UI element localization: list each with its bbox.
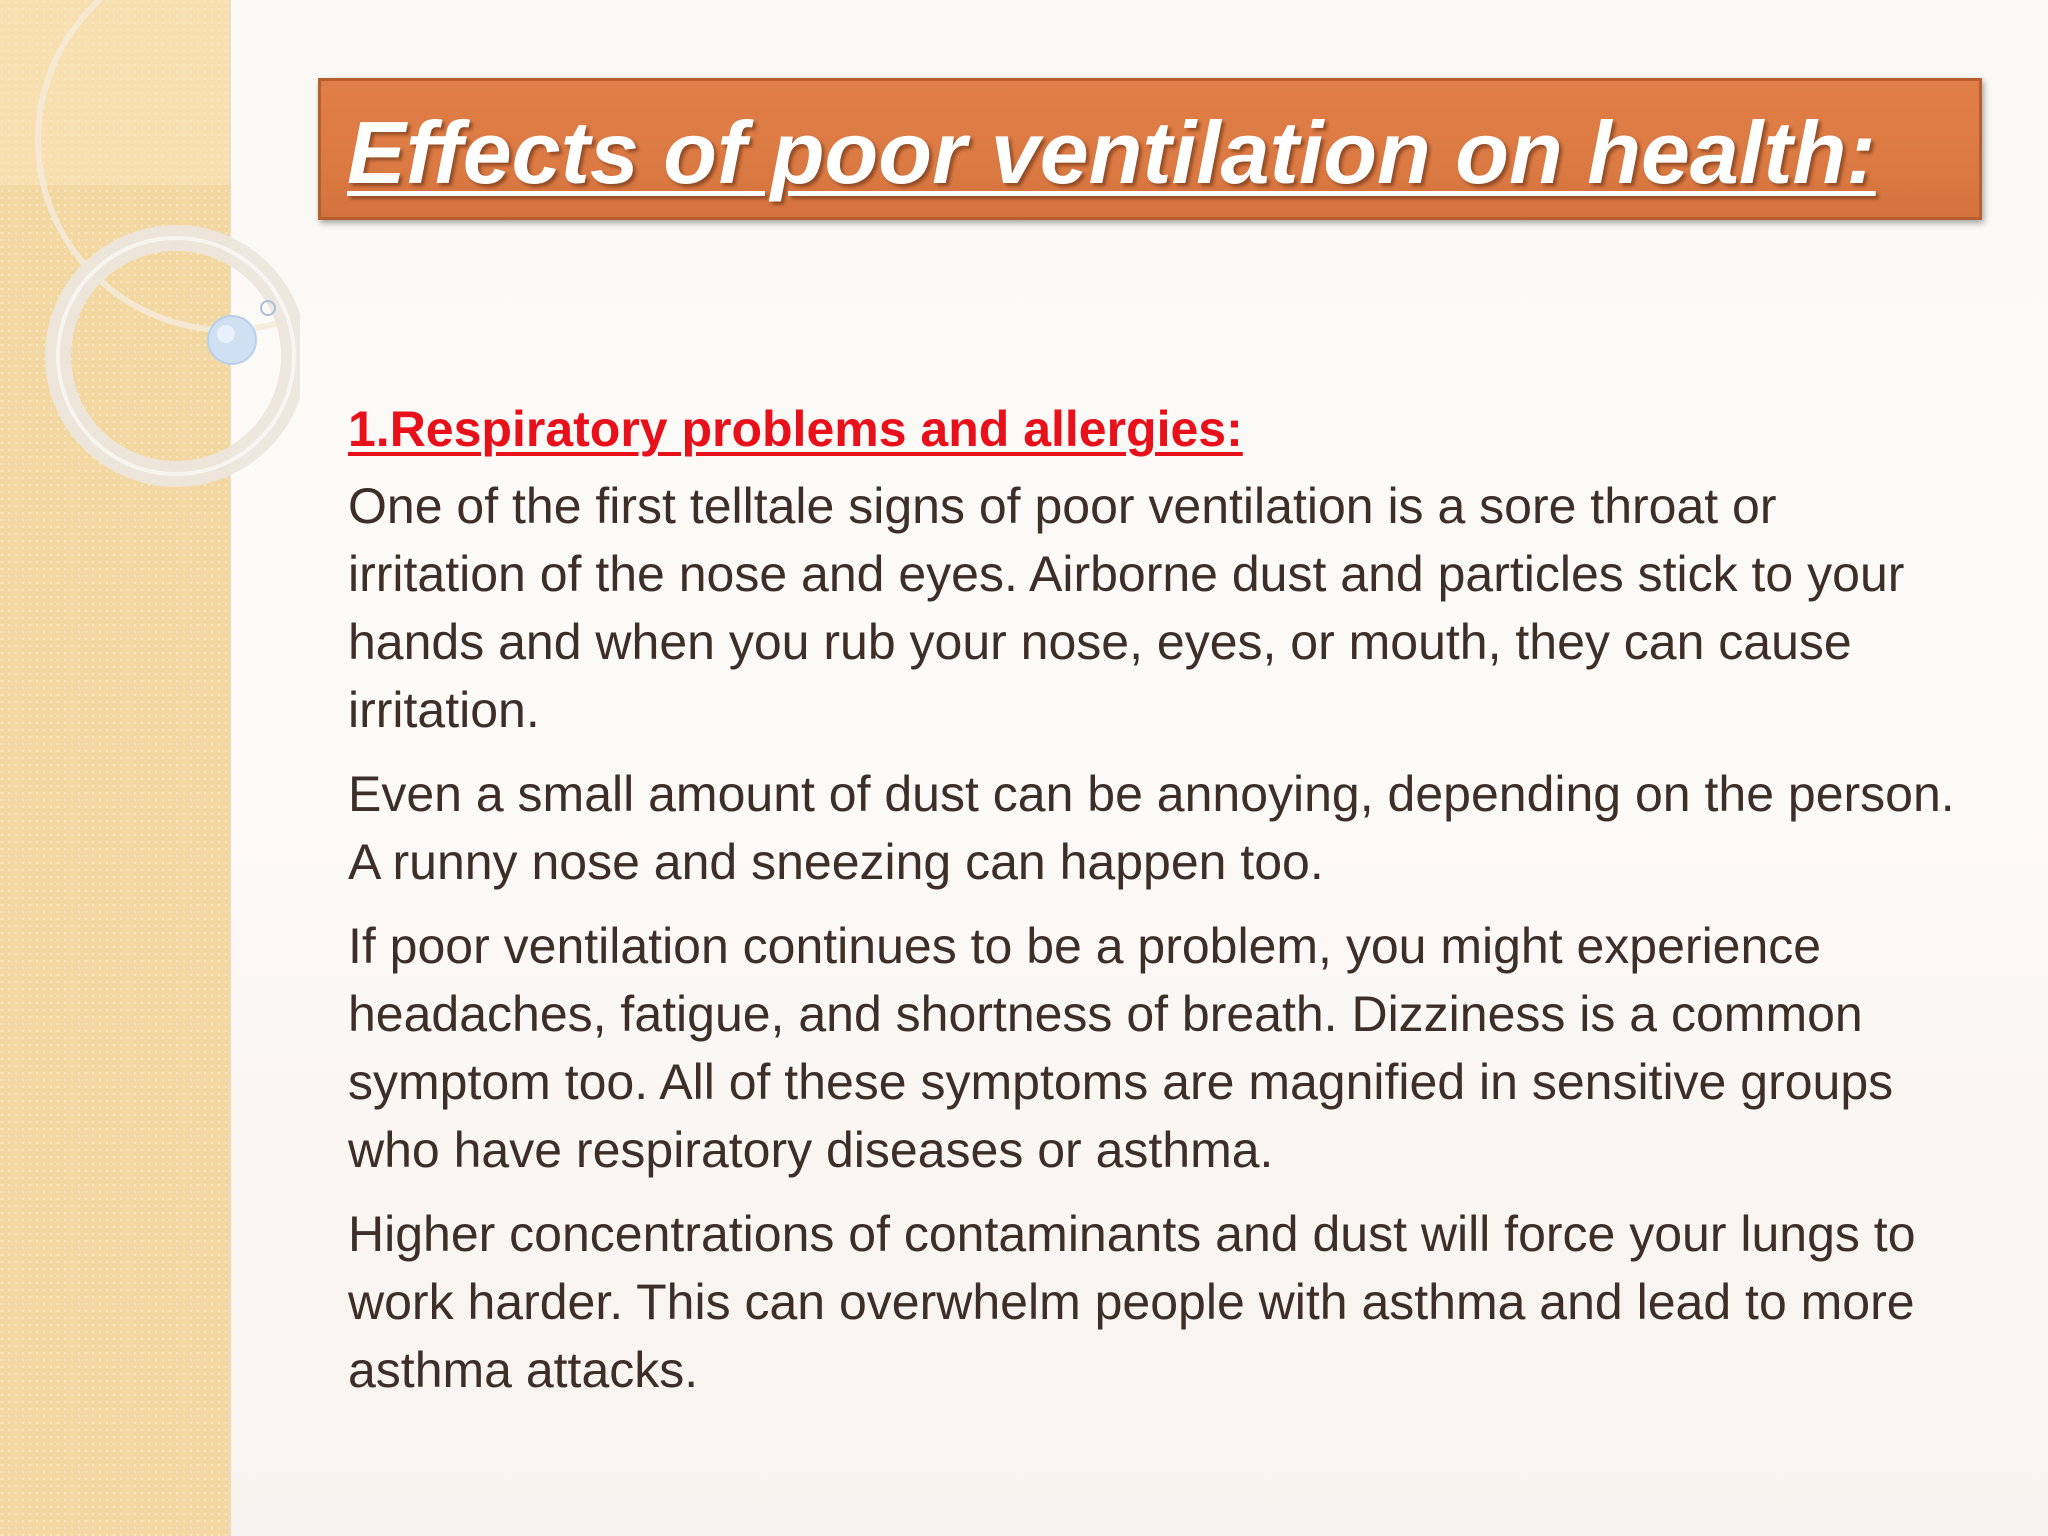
paragraph-4: Higher concentrations of contaminants and dust will force your lungs to work harder. This can overwhelm people with asthma and lead to more asthma attacks.	[348, 1206, 1916, 1398]
medium-ring-highlight	[58, 238, 294, 474]
slide-title: Effects of poor ventilation on health:	[347, 103, 1876, 202]
blue-bubble-shine	[217, 325, 235, 343]
section-heading: 1.Respiratory problems and allergies:	[348, 401, 1243, 457]
decorative-rings	[0, 0, 300, 520]
paragraph-2: Even a small amount of dust can be annoying, depending on the person. A runny nose and sneezing can happen too.	[348, 766, 1955, 890]
paragraph-3: If poor ventilation continues to be a problem, you might experience headaches, fatigue, and shortness of breath. Dizziness is a common symptom too. All of these symptoms are magnified in sensitive groups who have respiratory diseases or asthma.	[348, 918, 1894, 1178]
paragraph-1: One of the first telltale signs of poor ventilation is a sore throat or irritation of the nose and eyes. Airborne dust and particles stick to your hands and when you rub your nose, eyes, or mouth, they can cause irritation.	[348, 478, 1905, 738]
title-bar	[318, 78, 1982, 220]
slide-content	[348, 400, 1958, 1420]
